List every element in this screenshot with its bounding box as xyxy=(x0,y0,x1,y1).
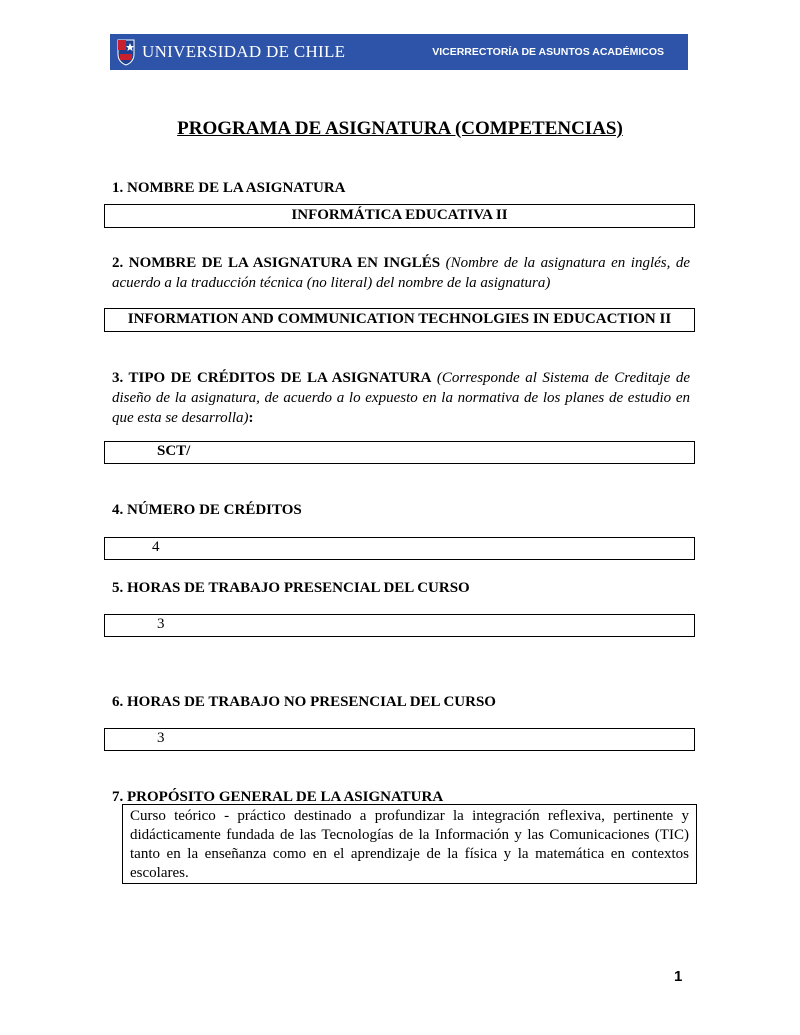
header-banner xyxy=(110,34,688,70)
presential-hours: 3 xyxy=(157,616,165,632)
section-5-value-box xyxy=(104,614,695,637)
university-shield-icon xyxy=(116,38,136,66)
section-1-heading: 1. NOMBRE DE LA ASIGNATURA xyxy=(112,180,346,196)
course-purpose-text: Curso teórico - práctico destinado a profundizar la integración reflexiva, pertinente y didácticamente fundada de las Tecnologías de la Información y las Comunicaciones (TIC) tanto en la enseñanza como en el aprendizaje de la física y la matemática en contextos escolares. xyxy=(130,808,689,881)
section-2-heading: 2. NOMBRE DE LA ASIGNATURA EN INGLÉS (Nombre de la asignatura en inglés, de acuerdo a la traducción técnica (no literal) del nombre de la asignatura) xyxy=(112,255,690,291)
section-5-heading: 5. HORAS DE TRABAJO PRESENCIAL DEL CURSO xyxy=(112,580,470,596)
page-number: 1 xyxy=(674,968,683,985)
section-6-heading: 6. HORAS DE TRABAJO NO PRESENCIAL DEL CURSO xyxy=(112,694,496,710)
section-4-value-box xyxy=(104,537,695,560)
section-6-value-box xyxy=(104,728,695,751)
section-4-heading: 4. NÚMERO DE CRÉDITOS xyxy=(112,502,302,518)
course-name: INFORMÁTICA EDUCATIVA II xyxy=(291,207,508,223)
course-purpose-box xyxy=(122,804,697,884)
office-name: VICERRECTORÍA DE ASUNTOS ACADÉMICOS xyxy=(432,46,664,58)
section-1-value-box xyxy=(104,204,695,228)
non-presential-hours: 3 xyxy=(157,730,165,746)
course-name-english: INFORMATION AND COMMUNICATION TECHNOLGIES IN EDUCACTION II xyxy=(127,311,672,327)
section-2-description: (Nombre de la asignatura en inglés, de acuerdo a la traducción técnica (no literal) del nombre de la asignatura) xyxy=(112,255,690,291)
university-name: UNIVERSIDAD DE CHILE xyxy=(142,42,346,61)
section-2-value-box xyxy=(104,308,695,332)
section-3-value-box xyxy=(104,441,695,464)
section-3-description: (Corresponde al Sistema de Creditaje de diseño de la asignatura, de acuerdo a lo expuesto en la normativa de los planes de estudio en que esta se desarrolla) xyxy=(112,370,691,426)
page-title: PROGRAMA DE ASIGNATURA (COMPETENCIAS) xyxy=(177,118,623,139)
credit-type: SCT/ xyxy=(157,443,191,459)
credit-count: 4 xyxy=(152,539,160,555)
section-3-heading: 3. TIPO DE CRÉDITOS DE LA ASIGNATURA (Corresponde al Sistema de Creditaje de diseño de la asignatura, de acuerdo a lo expuesto en la normativa de los planes de estudio en que esta se desarrolla): xyxy=(112,370,691,426)
section-7-heading: 7. PROPÓSITO GENERAL DE LA ASIGNATURA xyxy=(112,789,444,805)
